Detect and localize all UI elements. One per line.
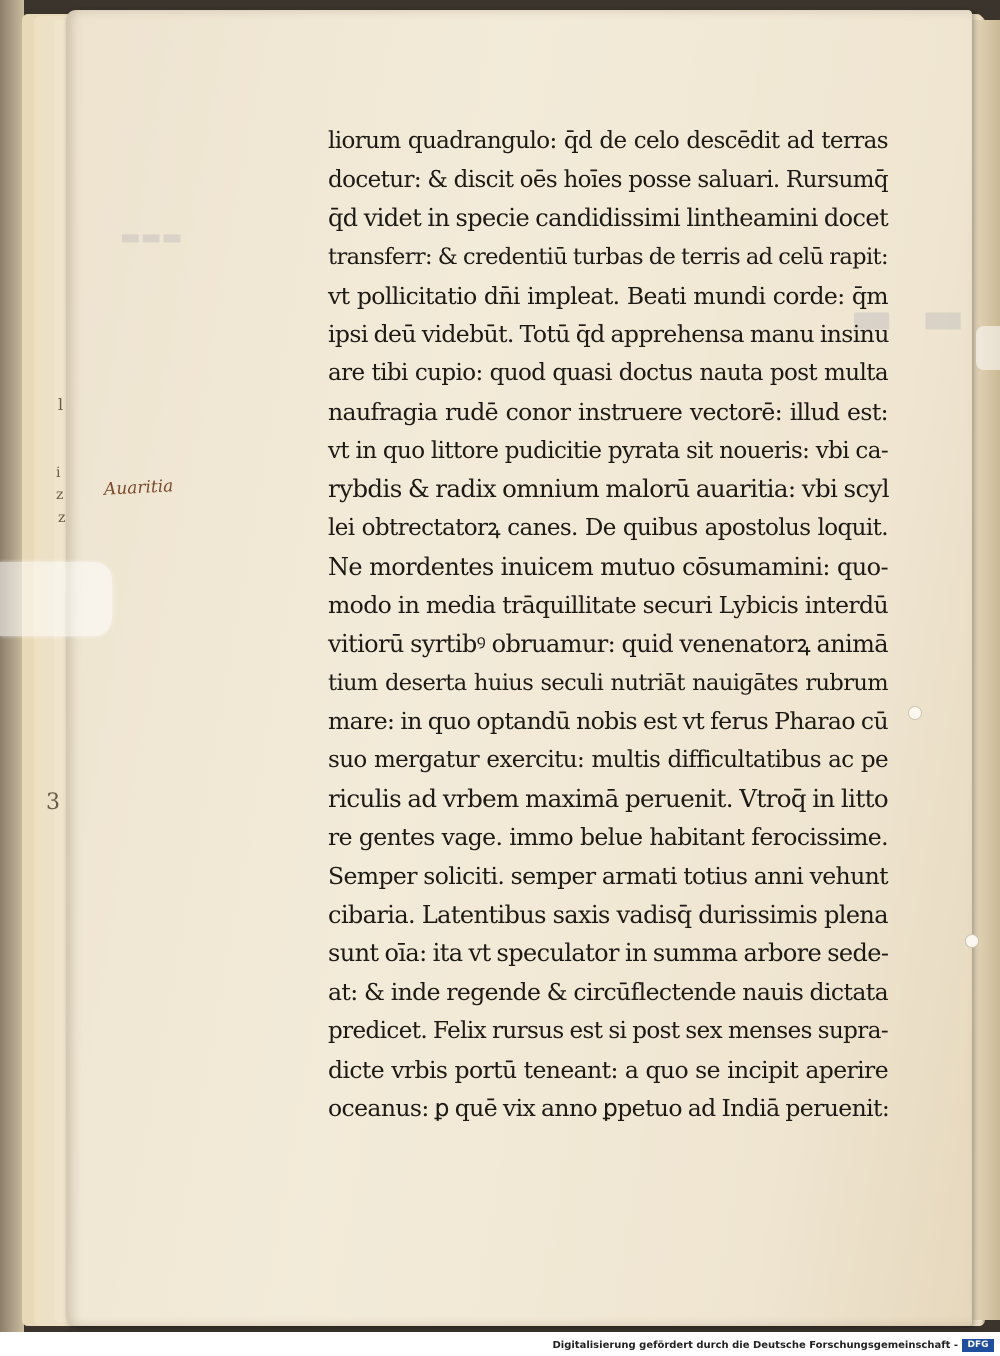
text-line: liorum quadrangulo: q̄d de celo descēdit ad terras — [328, 128, 888, 154]
text-line: at: & inde regende & circūflectende nauis dictata — [328, 978, 888, 1007]
text-line: riculis ad vrbem maximā peruenit. Vtroq̄ in litto — [328, 783, 888, 813]
reflective-tab — [976, 326, 1000, 370]
reflective-tape — [0, 562, 112, 636]
book-binding-edge — [0, 0, 24, 1332]
text-line: re gentes vage. immo belue habitant ferocissime. — [328, 823, 888, 852]
text-line: rybdis & radix omnium malorū auaritia: vbi scyl — [328, 474, 890, 504]
text-line: vitiorū syrtibꝰ obruamur: quid venenatorꝝ animā — [328, 629, 888, 658]
ink-bleed-through: ▬▬▬ — [120, 225, 183, 250]
text-line: dicte vrbis portū teneant: a quo se incipit aperire — [328, 1055, 888, 1084]
text-line: docetur: & discit oēs hoīes posse saluari. Rursumq̄ — [328, 166, 888, 193]
text-line: vt in quo littore pudicitie pyrata sit noueris: vbi ca- — [328, 437, 888, 464]
text-line: predicet. Felix rursus est si post sex menses supra- — [328, 1017, 888, 1044]
text-line: are tibi cupio: quod quasi doctus nauta post multa — [328, 360, 888, 387]
text-line: q̄d videt in specie candidissimi lintheamini docet — [328, 204, 888, 233]
text-line: naufragia rudē conor instruere vectorē: illud est: — [328, 397, 888, 426]
text-line: ipsi deū videbūt. Totū q̄d apprehensa manu insinu — [328, 320, 889, 349]
text-line: tium deserta huius seculi nutriāt nauigātes rubrum — [328, 669, 888, 696]
text-line: transferr: & credentiū turbas de terris ad celū rapit: — [328, 244, 888, 271]
text-line: lei obtrectatorꝝ canes. De quibus apostolus loquit. — [328, 514, 888, 541]
margin-mark: z — [56, 487, 64, 503]
printed-text-block — [328, 122, 888, 1128]
dfg-logo: DFG — [962, 1339, 994, 1352]
text-line: cibaria. Latentibus saxis vadisq̄ durissimis plena — [328, 900, 888, 929]
text-line: sunt oīa: ita vt speculator in summa arbore sede- — [328, 939, 889, 968]
ink-bleed-through: ▬ ▬ — [850, 290, 971, 344]
paper-hole — [908, 706, 922, 720]
text-line: suo mergatur exercitu: multis difficultatibus ac pe — [328, 747, 888, 773]
facing-page-edge — [972, 20, 1000, 1320]
text-line: Semper soliciti. semper armati totius anni vehunt — [328, 862, 888, 891]
paper-hole — [965, 934, 979, 948]
funding-credit: Digitalisierung gefördert durch die Deutsche Forschungsgemeinschaft - — [552, 1340, 958, 1351]
margin-mark: z — [58, 510, 66, 526]
text-line: mare: in quo optandū nobis est vt ferus Pharao cū — [328, 707, 888, 736]
text-line: vt pollicitatio dn̄i impleat. Beati mundi corde: q̄m — [328, 281, 888, 310]
margin-mark: i — [56, 465, 61, 481]
text-line: modo in media trāquillitate securi Lybicis interdū — [328, 591, 888, 620]
handwritten-margin-note: Auaritia — [103, 476, 174, 500]
text-line: Ne mordentes inuicem mutuo cōsumamini: quo- — [328, 552, 888, 581]
footer-bar — [0, 1336, 1000, 1356]
margin-mark: 3 — [46, 790, 60, 815]
margin-mark: l — [58, 395, 64, 414]
text-line: oceanus: ꝑ quē vix anno ꝑpetuo ad Indiā peruenit: — [328, 1094, 890, 1123]
